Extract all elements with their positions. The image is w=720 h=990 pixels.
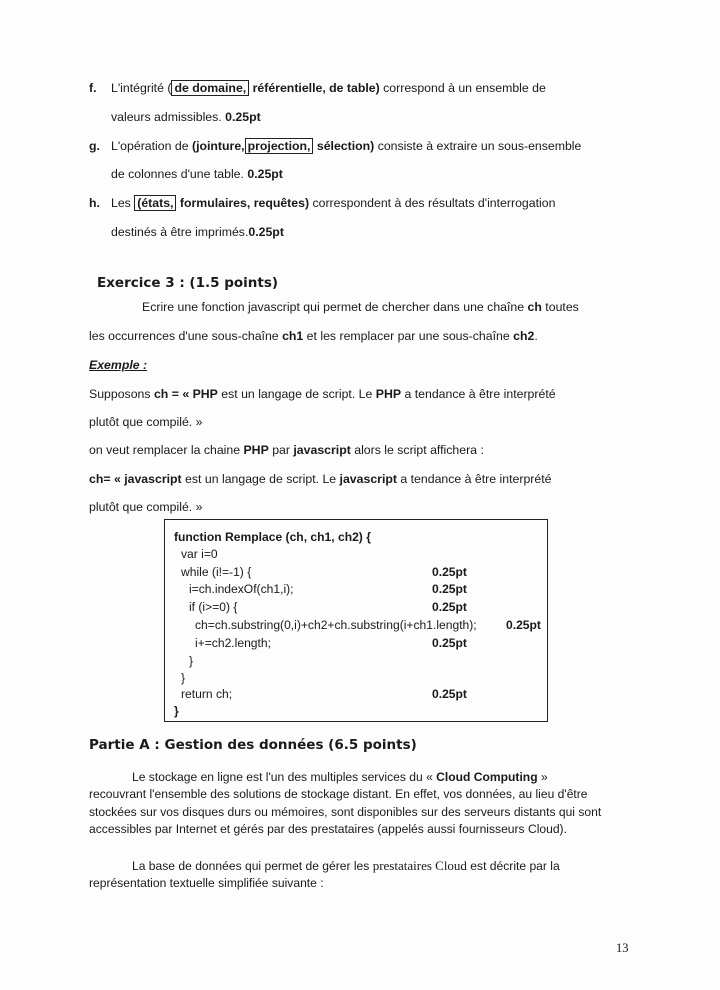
exercice3-title: Exercice 3 : (1.5 points) [97, 275, 279, 291]
item-letter-g: g. [89, 139, 100, 153]
code-line-close-if: } [189, 654, 194, 668]
exemple-line1: Supposons ch = « PHP est un langage de script. Le PHP a tendance à être interprété [89, 387, 556, 401]
code-line-function: function Remplace (ch, ch1, ch2) { [174, 530, 371, 544]
code-line-indexof: i=ch.indexOf(ch1,i); [189, 582, 294, 596]
partie-a-p1-line1: Le stockage en ligne est l'un des multiples services du « Cloud Computing » [132, 770, 548, 784]
exercice3-intro-line2: les occurrences d'une sous-chaîne ch1 et les remplacer par une sous-chaîne ch2. [89, 329, 538, 343]
item-g-answer-box: projection, [245, 138, 314, 154]
exercice3-intro-line1: Ecrire une fonction javascript qui permet de chercher dans une chaîne ch toutes [142, 300, 579, 314]
partie-a-title: Partie A : Gestion des données (6.5 points) [89, 737, 417, 753]
item-g-line1: L'opération de (jointure, projection, sélection) consiste à extraire un sous-ensemble [111, 139, 582, 153]
exemple-label: Exemple : [89, 358, 148, 372]
code-line-close-while: } [181, 671, 186, 685]
code-line-substring: ch=ch.substring(0,i)+ch2+ch.substring(i+ch1.length); [195, 618, 477, 632]
item-g-line2: de colonnes d'une table. 0.25pt [111, 167, 283, 181]
item-h-answer-box: (états, [134, 195, 176, 211]
exemple-line3: on veut remplacer la chaine PHP par javascript alors le script affichera : [89, 443, 484, 457]
partie-a-p2-line1: La base de données qui permet de gérer les prestataires Cloud est décrite par la [132, 858, 560, 873]
code-points-while: 0.25pt [432, 565, 467, 579]
code-points-return: 0.25pt [432, 687, 467, 701]
code-points-indexof: 0.25pt [432, 582, 467, 596]
exemple-line5: plutôt que compilé. » [89, 500, 203, 514]
item-letter-h: h. [89, 196, 100, 210]
code-points-if: 0.25pt [432, 600, 467, 614]
item-h-line1: Les (états, formulaires, requêtes) correspondent à des résultats d'interrogation [111, 196, 556, 210]
code-line-var: var i=0 [181, 547, 218, 561]
code-line-close-function: } [174, 704, 179, 718]
exemple-line2: plutôt que compilé. » [89, 415, 203, 429]
item-f-line2: valeurs admissibles. 0.25pt [111, 110, 261, 124]
page-number: 13 [616, 941, 629, 955]
item-f-answer-box: de domaine, [171, 80, 249, 96]
item-h-line2: destinés à être imprimés.0.25pt [111, 225, 284, 239]
partie-a-p1-body: recouvrant l'ensemble des solutions de stockage distant. En effet, vos données, au lieu d'être stockées sur vos disques durs ou mémoires, sont disponibles sur des serveurs distants qui sont accessibles par Internet et gérés par des prestataires (appelés aussi fournisseurs Cloud). [89, 787, 602, 836]
item-letter-f: f. [89, 81, 97, 95]
partie-a-p2-line2: représentation textuelle simplifiée suivante : [89, 876, 324, 890]
item-f-line1: L'intégrité ( de domaine, référentielle, de table) correspond à un ensemble de [111, 81, 546, 95]
code-line-increment: i+=ch2.length; [195, 636, 271, 650]
code-line-return: return ch; [181, 687, 233, 701]
code-line-if: if (i>=0) { [189, 600, 238, 614]
exemple-line4: ch= « javascript est un langage de script. Le javascript a tendance à être interprété [89, 472, 552, 486]
code-points-substring: 0.25pt [506, 618, 541, 632]
code-line-while: while (i!=-1) { [181, 565, 252, 579]
code-points-increment: 0.25pt [432, 636, 467, 650]
